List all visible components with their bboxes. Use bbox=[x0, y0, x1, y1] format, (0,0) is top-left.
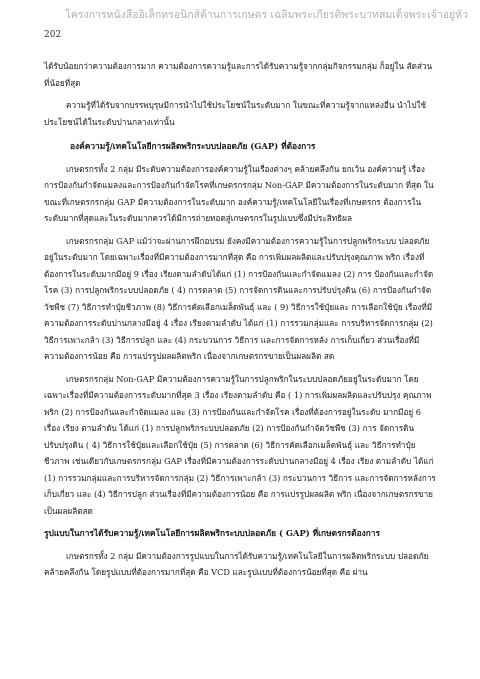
paragraph-non-gap-group: เกษตรกรกลุ่ม Non-GAP มีความต้องการความรู้ในการปลูกพริกในระบบปลอดภัยอยู่ในระดับมาก โดยเฉพาะเรื่องที่มีความต้องการระดับมากที่สุด 3 เรื่อง เรียงตามลำดับ คือ ( 1) การเพิ่มผลผลิตและปรับปรุง คุณภาพพริก (2) การป้องกันและกำจัดแมลง และ (3) การป้องกันและกำจัดโรค เรื่องที่ต้องการอยู่ในระดับ มากมีอยู่ 6 เรื่อง เรียง ตามลำดับ ได้แก่ (1) การปลูกพริกระบบปลอดภัย (2) การป้องกันกำจัดวัชพืช (3) การ จัดการดินปรับปรุงดิน ( 4) วิธีการใช้ปุ๋ยและเลือกใช้ปุ๋ย (5) การตลาด (6) วิธีการคัดเลือกเมล็ดพันธุ์ และ วิธีการทำปุ๋ยชีวภาพ เช่นเดียวกับเกษตรกรกลุ่ม GAP เรื่องที่มีความต้องการระดับปานกลางมีอยู่ 4 เรื่อง เรียง ตามลำดับ ได้แก่ (1) การรวมกลุ่มและการบริหารจัดการกลุ่ม (2) วิธีการเพาะกล้า (3) กระบวนการ วิธีการ และการจัดการหลังการเก็บเกี่ยว และ (4) วิธีการปลูก ส่วนเรื่องที่มีความต้องการน้อย คือ การแปรรูปผลผลิต พริก เนื่องจากเกษตรกรขายเป็นผลผลิตสด bbox=[44, 373, 436, 516]
paragraph-knowledge-use: ความรู้ที่ได้รับจากบรรพบุรุษมีการนำไปใช้ประโยชน์ในระดับมาก ในขณะที่ความรู้จากแหล่งอื่น นำไปใช้ประโยชน์ได้ในระดับปานกลางเท่านั้น bbox=[44, 100, 427, 127]
section-heading-learning-format: รูปแบบในการได้รับความรู้/เทคโนโลยีการผลิตพริกระบบปลอดภัย ( GAP) ที่เกษตรกรต้องการ bbox=[44, 528, 380, 538]
paragraph-both-groups: เกษตรกรทั้ง 2 กลุ่ม มีระดับความต้องการองค์ความรู้ในเรื่องต่างๆ คล้ายคลึงกัน ยกเว้น องค์ความรู้ เรื่องการป้องกันกำจัดแมลงและการป้องกันกำจัดโรคที่เกษตรกรกลุ่ม Non-GAP มีความต้องการในระดับมาก ที่สุด ในขณะที่เกษตรกรกลุ่ม GAP มีความต้องการในระดับมาก องค์ความรู้/เทคโนโลยีในเรื่องที่เกษตรกร ต้องการในระดับมากที่สุดและในระดับมากควรได้มีการถ่ายทอดสู่เกษตรกรในรูปแบบซึ่งมีประสิทธิผล bbox=[44, 163, 434, 223]
running-header: โครงการหนังสืออิเล็กทรอนิกส์ด้านการเกษตร เฉลิมพระเกียรติพระบาทสมเด็จพระเจ้าอยู่หัว bbox=[65, 9, 468, 21]
paragraph-gap-group: เกษตรกรกลุ่ม GAP แม้ว่าจะผ่านการฝึกอบรม ยังคงมีความต้องการความรู้ในการปลูกพริกระบบ ปลอดภัยอยู่ในระดับมาก โดยเฉพาะเรื่องที่มีความต้องการมากที่สุด คือ การเพิ่มผลผลิตและปรับปรุงคุณภาพ พริก เรื่องที่ต้องการในระดับมากมีอยู่ 9 เรื่อง เรียงตามลำดับได้แก่ (1) การป้องกันและกำจัดแมลง (2) การ ป้องกันและกำจัดโรค (3) การปลูกพริกระบบปลอดภัย ( 4) การตลาด (5) การจัดการดินและการปรับปรุงดิน (6) การป้องกันกำจัดวัชพืช (7) วิธีการทำปุ๋ยชีวภาพ (8) วิธีการคัดเลือกเมล็ดพันธุ์ และ ( 9) วิธีการใช้ปุ๋ยและ การเลือกใช้ปุ๋ย เรื่องที่มีความต้องการระดับปานกลางมีอยู่ 4 เรื่อง เรียงตามลำดับ ได้แก่ (1) การรวมกลุ่มและ การบริหารจัดการกลุ่ม (2) วิธีการเพาะกล้า (3) วิธีการปลูก และ (4) กระบวนการ วิธีการ และการจัดการหลัง การเก็บเกี่ยว ส่วนเรื่องที่มีความต้องการน้อย คือ การแปรรูปผลผลิตพริก เนื่องจากเกษตรกรขายเป็นผลผลิต สด bbox=[44, 235, 434, 361]
paragraph-learning-format: เกษตรกรทั้ง 2 กลุ่ม มีความต้องการรูปแบบในการได้รับความรู้/เทคโนโลยีในการผลิตพริกระบบ ปลอดภัยคล้ายคลึงกัน โดยรูปแบบที่ต้องการมากที่สุด คือ VCD และรูปแบบที่ต้องการน้อยที่สุด คือ ผ่าน bbox=[44, 550, 429, 577]
paragraph-needs-gap: ได้รับน้อยกว่าความต้องการมาก ความต้องการความรู้และการได้รับความรู้จากกลุ่มกิจกรรมกลุ่ม ก็อยู่ใน สัดส่วนที่น้อยที่สุด bbox=[44, 61, 433, 88]
body-text bbox=[44, 58, 436, 581]
section-heading-knowledge-needed: องค์ความรู้/เทคโนโลยีการผลิตพริกระบบปลอดภัย (GAP) ที่ต้องการ bbox=[70, 141, 316, 151]
page-number: 202 bbox=[44, 30, 62, 40]
